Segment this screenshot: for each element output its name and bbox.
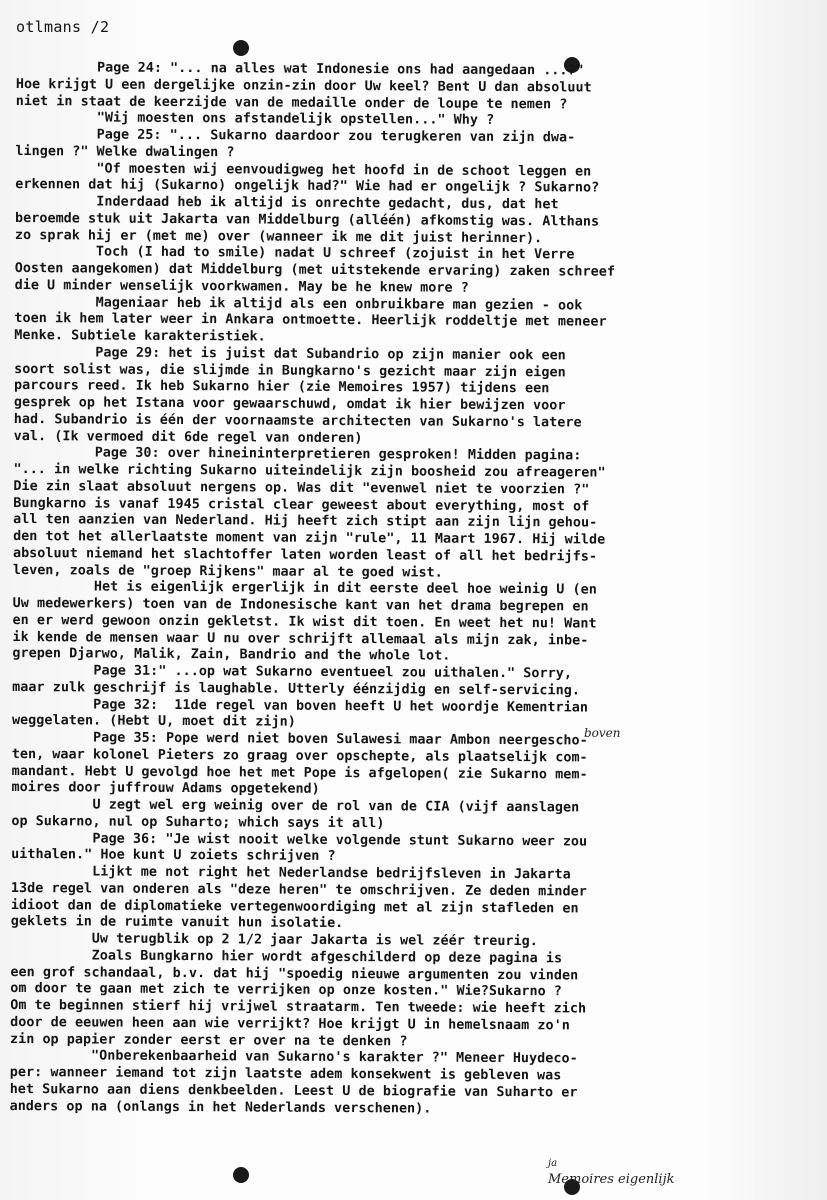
text-line: Page 29: het is juist dat Subandrio op zijn manier ook een [14,344,566,364]
text-line: per: wanneer iemand tot zijn laatste adem konsekwent is gebleven was [9,1064,562,1084]
text-line: geklets in de ruimte vanuit hun isolatie. [10,914,344,932]
text-line: absoluut niemand het slachtoffer laten worden least of all het bedrijfs- [12,545,598,565]
text-line: moires door juffrouw Adams opgetekend) [11,780,320,798]
text-line: Uw medewerkers) toen van de Indonesische kant van het drama begrepen en [12,595,589,615]
text-line: Page 30: over hineininterpretieren gesproken! Midden pagina: [13,445,582,464]
punch-hole-top-left [233,40,249,56]
text-line: het Sukarno aan diens denkbeelden. Leest U de biografie van Suharto er [9,1081,578,1101]
text-line: toen ik hem later weer in Ankara ontmoette. Heerlijk roddeltje met meneer [14,311,607,330]
text-line: een grof schandaal, b.v. dat hij "spoedig nieuwe argumenten zou vinden [10,964,579,983]
text-line: mandant. Hebt U gevolgd hoe het met Pope is afgelopen( zie Sukarno mem- [11,763,588,783]
text-line: "... in welke richting Sukarno uiteindelijk zijn boosheid zou afreageren" [13,461,606,481]
page-header: otlmans /2 [16,18,110,36]
text-line: erkennen dat hij (Sukarno) ongelijk had?" Wie had er ongelijk ? Sukarno? [15,177,600,196]
text-line: 13de regel van onderen als "deze heren" te omschrijven. Ze deden minder [10,880,587,900]
text-line: Oosten aangekomen) dat Middelburg (met uitstekende ervaring) zaken schreef [14,260,616,280]
handwritten-note: boven [584,726,621,740]
text-line: soort solist was, die slijmde in Bungkarno's gezicht maar zijn eigen [14,361,566,380]
text-line: leven, zoals de "groep Rijkens" maar al te goed wist. [12,562,443,581]
text-line: om door te gaan met zich te verrijken op onze kosten." Wie?Sukarno ? [10,981,562,1000]
text-line: Lijkt me not right het Nederlandse bedrijfsleven in Jakarta [10,863,571,883]
text-line: Page 36: "Je wist nooit welke volgende stunt Sukarno weer zou [11,830,588,850]
text-line: Menke. Subtiele karakteristiek. [14,327,266,345]
text-line: zin op papier zonder eerst er over na te denken ? [9,1031,408,1049]
text-line: "Of moesten wij eenvoudigweg het hoofd in de schoot leggen en [15,160,592,180]
text-line: die U minder wenselijk voorkwamen. May be he knew more ? [14,277,469,296]
text-line: Zoals Bungkarno hier wordt afgeschilderd op deze pagina is [10,947,563,967]
text-line: maar zulk geschrijf is laughable. Utterly éénzijdig en self-servicing. [12,679,581,699]
text-line: zo sprak hij er (met me) over (wanneer ik me dit juist herinner). [14,227,543,246]
text-line: Toch (I had to smile) nadat U schreef (zojuist in het Verre [14,244,575,263]
text-line: op Sukarno, nul op Suharto; which says it all) [11,813,385,832]
text-line: weggelaten. (Hebt U, moet dit zijn) [11,713,296,730]
text-line: Mageniaar heb ik altijd als een onbruikbare man gezien - ook [14,294,583,313]
text-line: idioot dan de diplomatieke vertegenwoordiging met al zijn stafleden en [10,897,579,916]
handwritten-signature-note: Memoires eigenlijk [548,1172,675,1187]
text-line: "Wij moesten ons afstandelijk opstellen..." Why ? [15,110,495,129]
text-line: Inderdaad heb ik altijd is onrechte gedacht, dus, dat het [15,193,559,213]
text-line: beroemde stuk uit Jakarta van Middelburg (alléén) afkomstig was. Althans [14,210,600,230]
text-line: gesprek op het Istana voor gewaarschuwd, omdat ik hier bewijzen voor [13,394,566,414]
text-line: U zegt wel erg weinig over de rol van de CIA (vijf aanslagen [11,796,580,816]
text-line: Hoe krijgt U een dergelijke onzin-zin door Uw keel? Bent U dan absoluut [15,76,592,96]
handwritten-mark: ja [548,1158,558,1169]
text-line: val. (Ik vermoed dit 6de regel van onderen) [13,428,363,446]
text-line: Bungkarno is vanaf 1945 cristal clear geweest about everything, most of [13,495,590,515]
text-line: lingen ?" Welke dwalingen ? [15,143,235,161]
text-line: Uw terugblik op 2 1/2 jaar Jakarta is wel zéér treurig. [10,930,538,950]
text-line: all ten aanzien van Nederland. Hij heeft zich stipt aan zijn lijn gehou- [13,512,598,531]
text-line: den tot het allerlaatste moment van zijn "rule", 11 Maart 1967. Hij wilde [13,528,606,548]
punch-hole-bottom-left [233,1167,249,1183]
text-line: uithalen." Hoe kunt U zoiets schrijven ? [11,847,336,865]
text-line: Het is eigenlijk ergerlijk in dit eerste deel hoe weinig U (en [12,579,597,598]
text-line: Page 25: "... Sukarno daardoor zou terugkeren van zijn dwa- [15,126,576,146]
text-line: door de eeuwen heen aan wie verrijkt? Hoe krijgt U in hemelsnaam zo'n [10,1014,570,1034]
text-line: Page 31:" ...op wat Sukarno eventueel zou uithalen." Sorry, [12,662,573,682]
text-line: "Onberekenbaarheid van Sukarno's karakter ?" Meneer Huydeco- [9,1048,578,1067]
typed-text-body [10,60,821,1120]
text-line: Page 32: 11de regel van boven heeft U het woordje Kementrian [12,696,589,716]
text-line: ik kende de mensen waar U nu over schrijft allemaal als mijn zak, inbe- [12,629,589,649]
text-line: Page 35: Pope werd niet boven Sulawesi maar Ambon neergescho- [11,729,588,749]
text-line: anders op na (onlangs in het Nederlands verschenen). [9,1098,432,1117]
text-line: ten, waar kolonel Pieters zo graag over opschepte, als plaatselijk com- [11,746,588,766]
text-line: en er werd gewoon onzin gekletst. Ik wist dit toen. En weet het nu! Want [12,612,597,632]
text-line: Die zin slaat absoluut nergens op. Was dit "evenwel niet te voorzien ?" [13,478,590,498]
text-line: parcours reed. Ik heb Sukarno hier (zie Memoires 1957) tijdens een [13,378,550,397]
text-line: grepen Djarwo, Malik, Zain, Bandrio and the whole lot. [12,646,451,664]
text-line: Om te beginnen stierf hij vrijwel straatarm. Ten tweede: wie heeft zich [10,997,587,1017]
text-line: Page 24: "... na alles wat Indonesie ons had aangedaan ...?" [15,60,584,79]
text-line: had. Subandrio is één der voornaamste architecten van Sukarno's latere [13,411,582,431]
text-line: niet in staat de keerzijde van de medaille onder de loupe te nemen ? [15,93,568,112]
